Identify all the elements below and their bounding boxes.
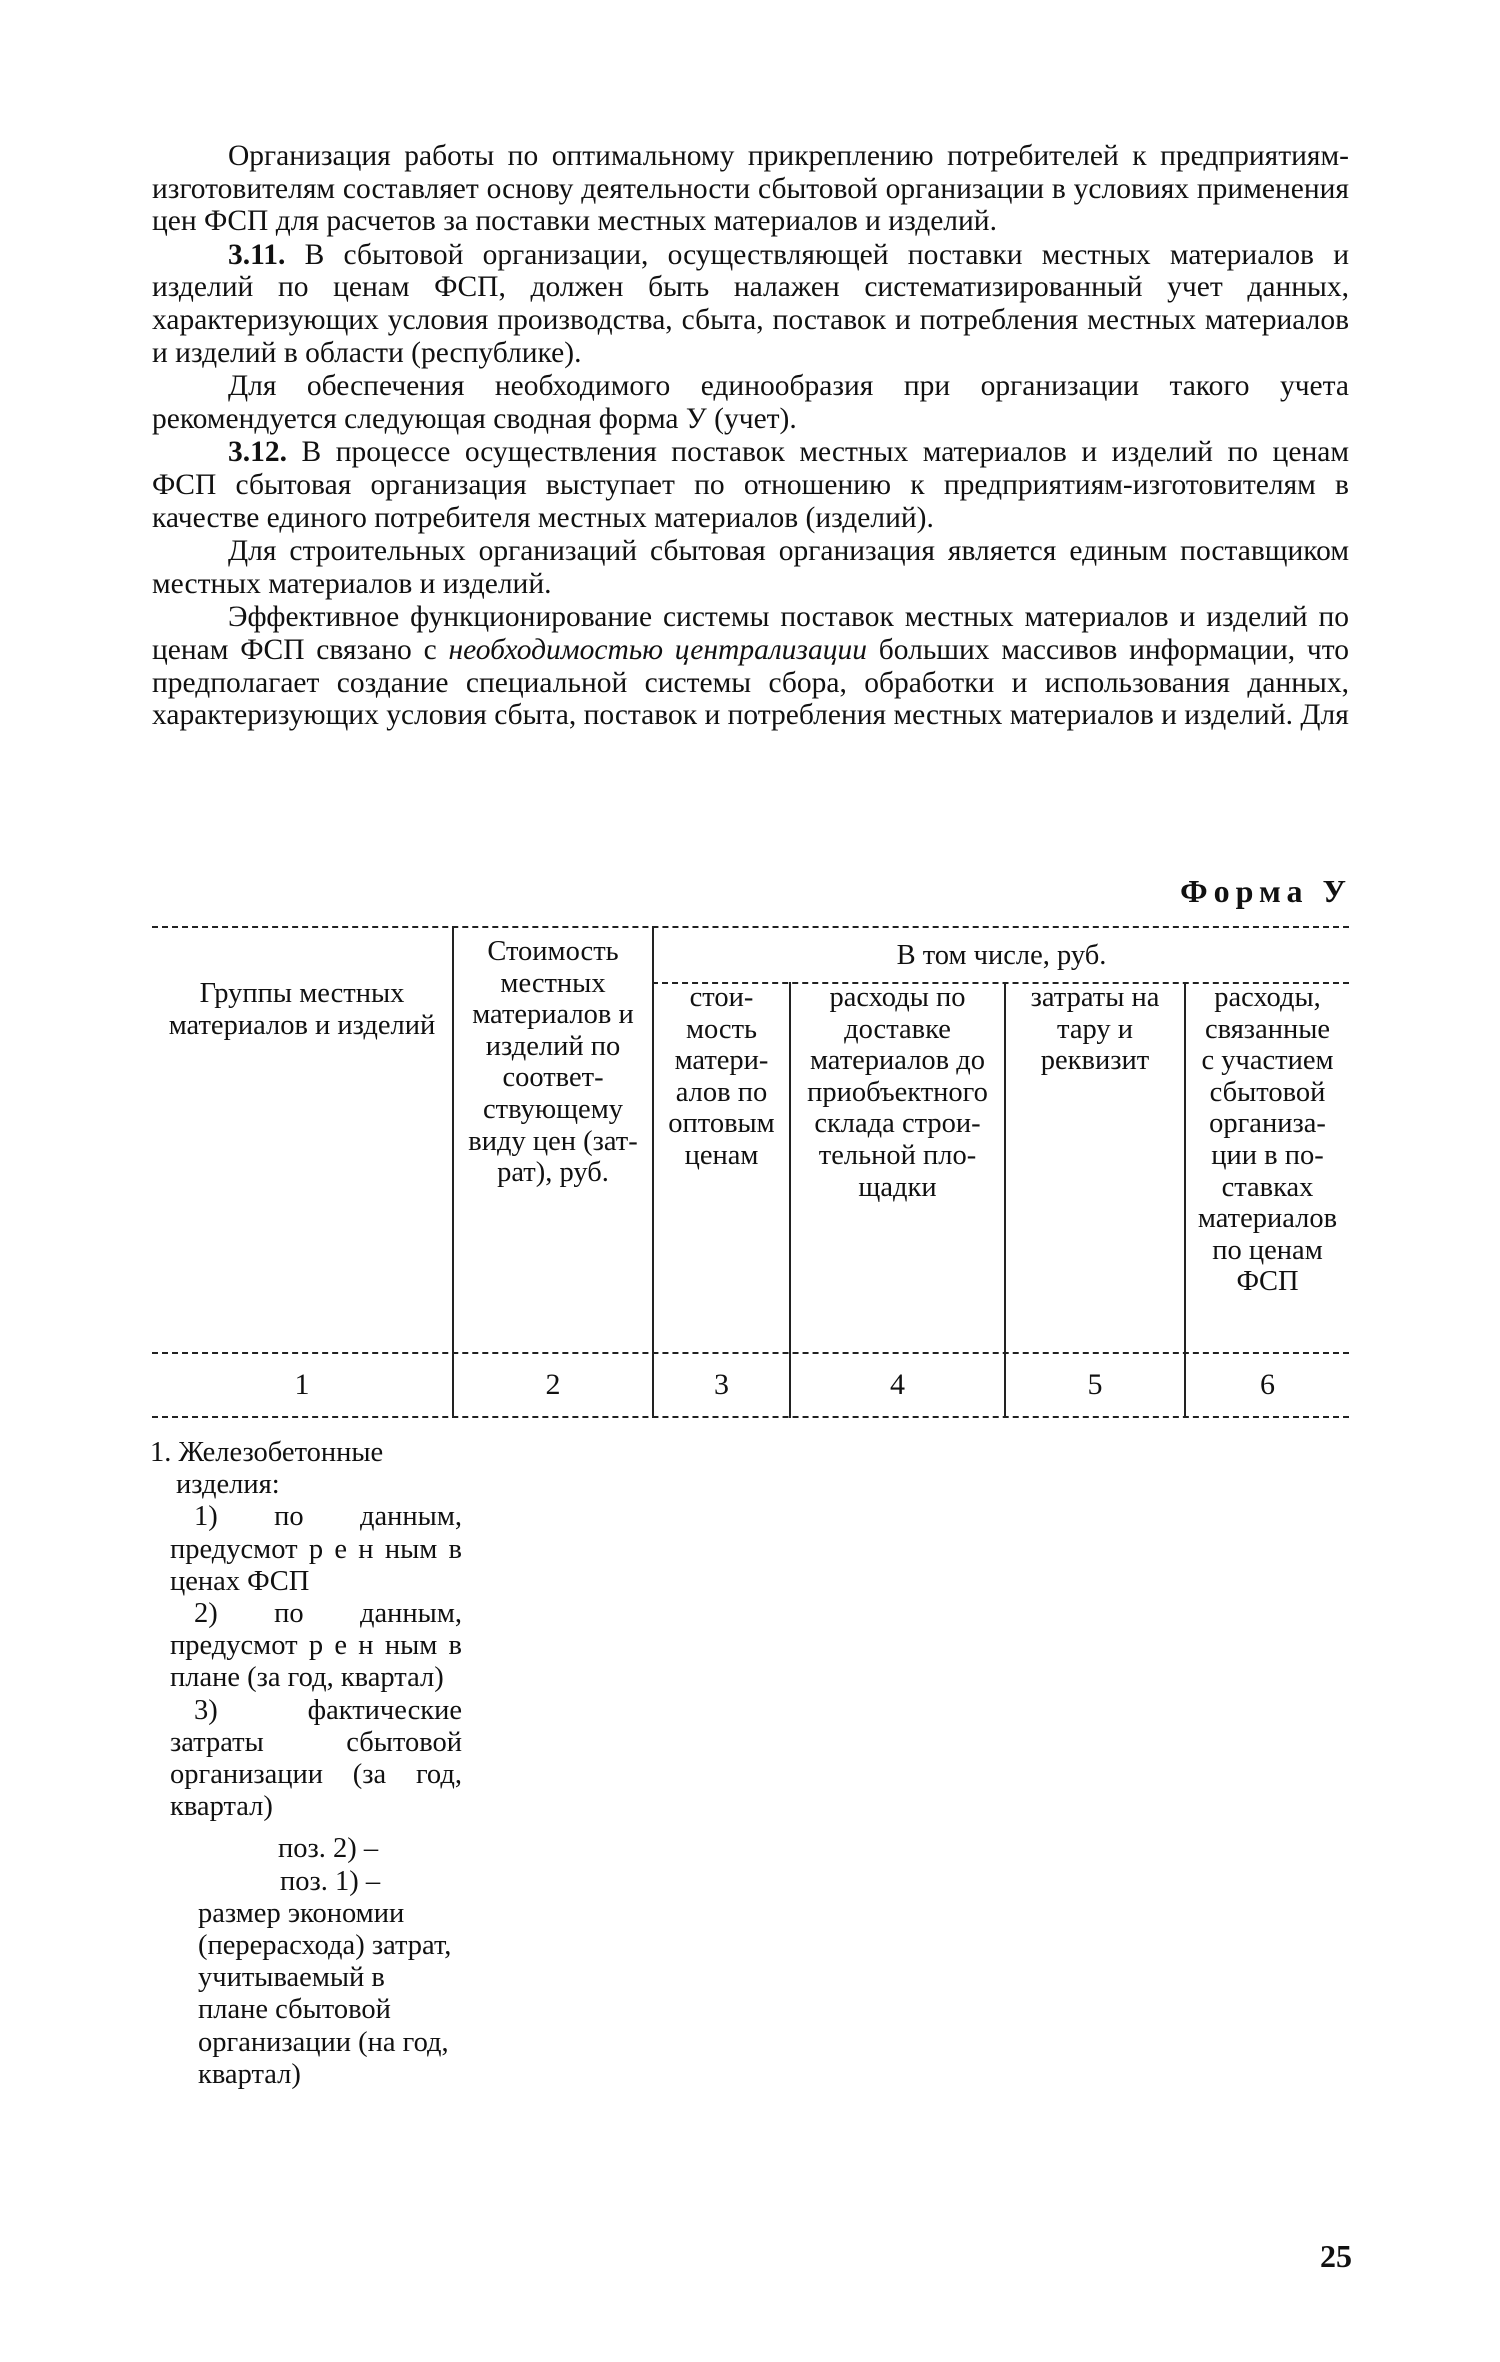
- column-number: 6: [1260, 1368, 1275, 1401]
- form-table: [152, 926, 1349, 1422]
- column-number: 3: [714, 1368, 729, 1401]
- formula-line: поз. 1) –: [280, 1865, 381, 1897]
- paragraph: Эффективное функционирование системы поставок местных материалов и изделий по ценам ФСП связано с необходимостью централизации больших массивов информации, что предполагает создание специальной системы сбора, обработки и использования данных, характеризующих условия сбыта, поставок и потребления местных материалов и изделий. Для: [152, 601, 1349, 732]
- row-description: размер экономии (перерасхода) затрат, учитываемый в плане сбытовой организации (на год, квартал): [198, 1897, 452, 2090]
- row-label: 2) по данным, предусмот р е н ным в плане (за год, квартал): [170, 1598, 462, 1694]
- header-group: В том числе, руб.: [896, 940, 1107, 971]
- header-col-6: расходы, связанные с участием сбытовой организации в поставках материалов по ценам ФСП: [1197, 982, 1338, 1298]
- header-col-2: Стоимость местных материалов и изделий по соответствующему виду цен (затрат), руб.: [468, 936, 638, 1189]
- body-text: [152, 140, 1349, 732]
- header-col-5: затраты на тару и реквизит: [1030, 982, 1160, 1077]
- column-number: 4: [890, 1368, 905, 1401]
- paragraph: Для обеспечения необходимого единообразия при организации такого учета рекомендуется следующая сводная форма У (учет).: [152, 370, 1349, 435]
- page-number: 25: [1320, 2238, 1352, 2274]
- table-row-labels: [150, 1437, 462, 2091]
- row-label: 1. Железобетонные изделия:: [150, 1437, 384, 1501]
- paragraph: 3.11. В сбытовой организации, осуществляющей поставки местных материалов и изделий по ценам ФСП, должен быть налажен систематизированный учет данных, характеризующих условия производства, сбыта, поставок и потребления местных материалов и изделий в области (республике).: [152, 238, 1349, 369]
- row-label: 1) по данным, предусмот р е н ным в ценах ФСП: [170, 1501, 462, 1597]
- header-col-1: Группы местных материалов и изделий: [168, 978, 436, 1041]
- column-number: 5: [1087, 1368, 1103, 1401]
- header-col-4: расходы по доставке материалов до приобъектного склада строительной площадки: [807, 982, 988, 1203]
- paragraph: 3.12. В процессе осуществления поставок местных материалов и изделий по ценам ФСП сбытовая организация выступает по отношению к предприятиям-изготовителям в качестве единого потребителя местных материалов (изделий).: [152, 436, 1349, 534]
- column-number: 2: [545, 1368, 561, 1401]
- table-top-rule: [152, 926, 1349, 928]
- row-label: 3) фактические затраты сбытовой организации (за год, квартал): [170, 1694, 462, 1823]
- form-label: Форма У: [1180, 873, 1352, 909]
- column-number: 1: [294, 1368, 310, 1401]
- header-bottom-rule: [152, 1352, 1349, 1354]
- table-bottom-rule: [152, 1416, 1349, 1418]
- paragraph: Для строительных организаций сбытовая организация является единым поставщиком местных материалов и изделий.: [152, 535, 1349, 600]
- paragraph: Организация работы по оптимальному прикреплению потребителей к предприятиям-изготовителям составляет основу деятельности сбытовой организации в условиях применения цен ФСП для расчетов за поставки местных материалов и изделий.: [152, 140, 1349, 238]
- header-col-3: стоимость материалов по оптовым ценам: [668, 982, 775, 1171]
- formula-line: поз. 2) –: [278, 1833, 379, 1865]
